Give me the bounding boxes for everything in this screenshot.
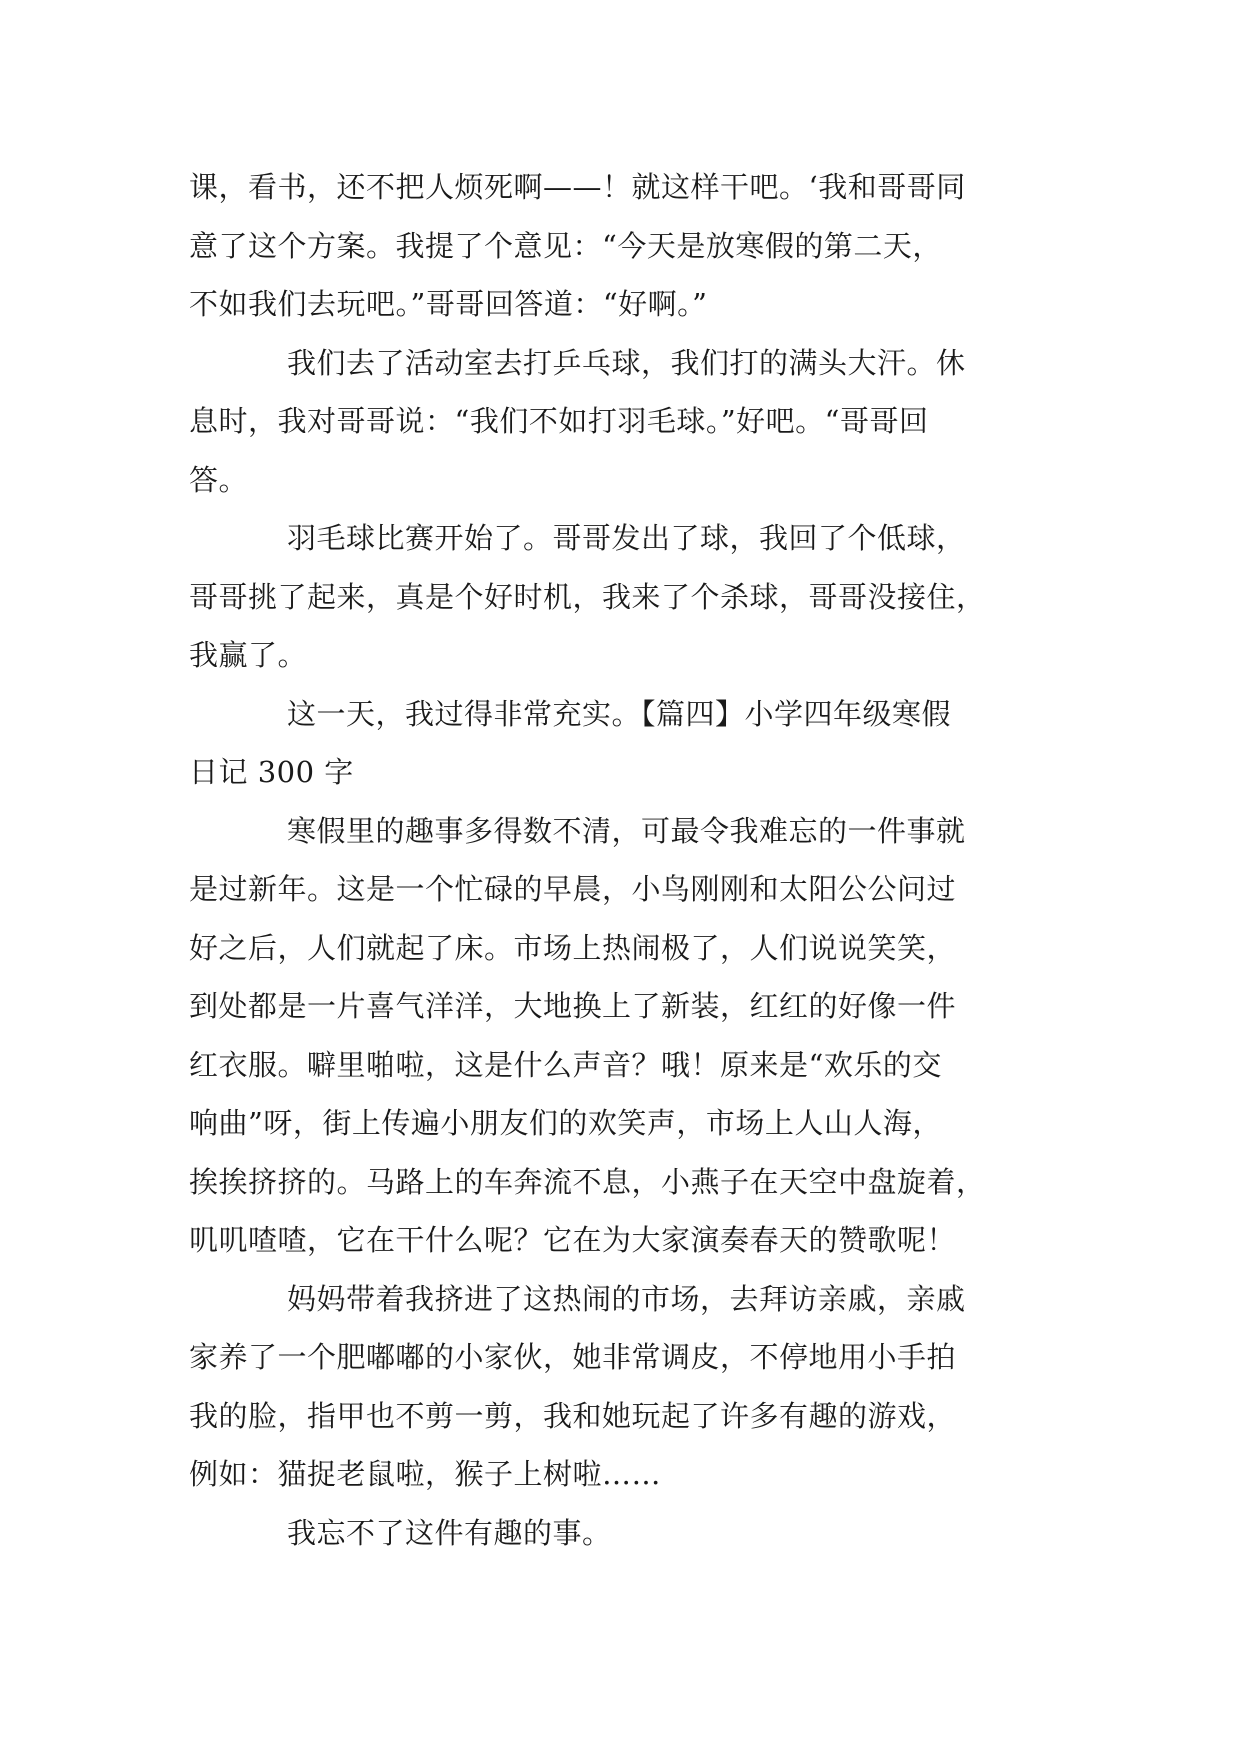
paragraph-first-line: 妈妈带着我挤进了这热闹的市场，去拜访亲戚，亲戚: [287, 1281, 966, 1316]
text-line: 响曲”呀，街上传遍小朋友们的欢笑声，市场上人山人海，: [189, 1106, 942, 1140]
paragraph-first-line: 这一天，我过得非常充实。【篇四】小学四年级寒假: [287, 696, 952, 731]
text-line: 是过新年。这是一个忙碌的早晨，小鸟刚刚和太阳公公问过: [189, 872, 957, 906]
text-line: 意了这个方案。我提了个意见：“今天是放寒假的第二天，: [189, 228, 942, 263]
text-line: 哥哥挑了起来，真是个好时机，我来了个杀球，哥哥没接住，: [189, 579, 986, 614]
text-line: 我的脸，指甲也不剪一剪，我和她玩起了许多有趣的游戏，: [189, 1398, 957, 1433]
paragraph-first-line: 我忘不了这件有趣的事。: [287, 1515, 612, 1550]
text-line: 挨挨挤挤的。马路上的车奔流不息，小燕子在天空中盘旋着，: [189, 1164, 986, 1199]
text-line: 好之后，人们就起了床。市场上热闹极了，人们说说笑笑，: [189, 930, 957, 965]
text-line: 到处都是一片喜气洋洋，大地换上了新装，红红的好像一件: [189, 989, 957, 1023]
document-body: [189, 158, 1064, 1562]
text-line: 叽叽喳喳，它在干什么呢？它在为大家演奏春天的赞歌呢！: [189, 1223, 957, 1257]
text-line: 课，看书，还不把人烦死啊——！就这样干吧。‘我和哥哥同: [189, 170, 966, 204]
text-line: 日记 300 字: [189, 755, 354, 789]
text-line: 红衣服。噼里啪啦，这是什么声音？哦！原来是“欢乐的交: [189, 1047, 942, 1082]
text-line: 例如：猫捉老鼠啦，猴子上树啦……: [189, 1457, 662, 1491]
text-line: 我赢了。: [189, 638, 308, 672]
text-line: 不如我们去玩吧。”哥哥回答道：“好啊。”: [189, 287, 708, 321]
text-line: 息时，我对哥哥说：“我们不如打羽毛球。”好吧。“哥哥回: [189, 404, 929, 438]
paragraph-first-line: 羽毛球比赛开始了。哥哥发出了球，我回了个低球，: [287, 521, 966, 555]
text-line: 家养了一个肥嘟嘟的小家伙，她非常调皮，不停地用小手拍: [189, 1340, 957, 1374]
paragraph-first-line: 寒假里的趣事多得数不清，可最令我难忘的一件事就: [287, 813, 966, 848]
text-line: 答。: [189, 462, 249, 497]
paragraph-first-line: 我们去了活动室去打乒乓球，我们打的满头大汗。休: [287, 345, 966, 380]
